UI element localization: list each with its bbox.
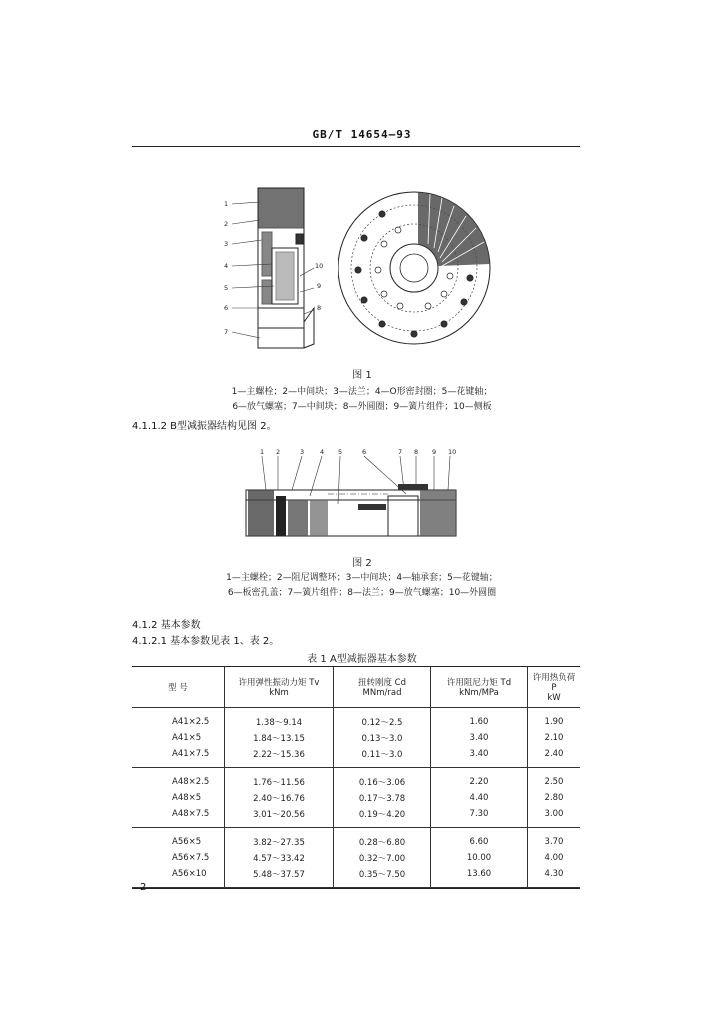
figure2-title: 图 2 <box>352 558 372 569</box>
figure1-front-view <box>338 178 502 356</box>
section-4-1-2: 4.1.2 基本参数 <box>132 620 201 631</box>
fig2-label-3: 3 <box>300 448 305 456</box>
table-cell-value: 3.01～20.56 <box>225 806 334 828</box>
table-row <box>132 850 580 866</box>
table-row <box>132 790 580 806</box>
fig1-label-7: 7 <box>224 328 229 336</box>
table-cell-value: 4.57～33.42 <box>225 850 334 866</box>
figure2-caption-line2: 6—板密孔盖；7—簧片组件；8—法兰；9—放气螺塞；10—外圆圈 <box>227 588 497 598</box>
fig1-label-6: 6 <box>224 304 229 312</box>
table-cell-value: 3.70 <box>528 828 581 851</box>
table1-title: 表 1 A型减振器基本参数 <box>307 654 417 665</box>
table-cell-value: 3.00 <box>528 806 581 828</box>
table-cell-model: A41×7.5 <box>132 746 225 768</box>
fig1-label-1: 1 <box>224 200 229 208</box>
table-row <box>132 708 580 731</box>
table1-header-damping <box>431 667 528 708</box>
figure1-title: 图 1 <box>352 370 372 381</box>
table-cell-value: 4.00 <box>528 850 581 866</box>
fig2-label-8: 8 <box>414 448 419 456</box>
section-4-1-1-2: 4.1.1.2 B型减振器结构见图 2。 <box>132 421 277 432</box>
header-line: 型 号 <box>168 683 188 693</box>
table-cell-value: 1.38～9.14 <box>225 708 334 731</box>
table-cell-value: 1.76～11.56 <box>225 768 334 791</box>
fig2-label-5: 5 <box>338 448 343 456</box>
header-unit: kNm <box>269 688 289 698</box>
table-cell-value: 2.10 <box>528 730 581 746</box>
table-cell-model: A48×2.5 <box>132 768 225 791</box>
table-cell-value: 4.30 <box>528 866 581 888</box>
figure2-section-view <box>238 444 464 556</box>
table-cell-model: A56×5 <box>132 828 225 851</box>
fig1-label-2: 2 <box>224 220 229 228</box>
fig1-label-8: 8 <box>317 304 322 312</box>
figure1-section-view <box>218 182 328 354</box>
table-row <box>132 746 580 768</box>
header-rule <box>132 146 580 147</box>
table-cell-model: A56×7.5 <box>132 850 225 866</box>
table-cell-model: A48×7.5 <box>132 806 225 828</box>
table-cell-value: 3.82～27.35 <box>225 828 334 851</box>
header-line: 许用弹性振动力矩 Tv <box>238 678 320 688</box>
table-cell-value: 3.40 <box>431 746 528 768</box>
table-cell-value: 6.60 <box>431 828 528 851</box>
table-cell-model: A56×10 <box>132 866 225 888</box>
page-number: 2 <box>140 882 147 893</box>
table-cell-value: 10.00 <box>431 850 528 866</box>
table-cell-value: 0.28～6.80 <box>334 828 431 851</box>
fig2-label-9: 9 <box>432 448 437 456</box>
fig1-label-10: 10 <box>315 262 324 270</box>
table-row <box>132 768 580 791</box>
fig2-label-6: 6 <box>362 448 367 456</box>
table-row <box>132 806 580 828</box>
table-cell-value: 1.90 <box>528 708 581 731</box>
fig2-label-10: 10 <box>448 448 457 456</box>
fig1-label-9: 9 <box>317 282 322 290</box>
table1-header-torque <box>225 667 334 708</box>
table-cell-value: 2.40 <box>528 746 581 768</box>
table-cell-value: 0.32～7.00 <box>334 850 431 866</box>
table1-header-stiffness <box>334 667 431 708</box>
figure1-caption-line1: 1—主螺栓；2—中间块；3—法兰；4—O形密封圈；5—花键轴； <box>231 387 493 397</box>
table-cell-value: 0.12～2.5 <box>334 708 431 731</box>
fig1-label-4: 4 <box>224 262 229 270</box>
fig1-label-3: 3 <box>224 240 229 248</box>
fig1-label-5: 5 <box>224 284 229 292</box>
header-line: 许用阻尼力矩 Td <box>446 678 512 688</box>
table-row <box>132 866 580 888</box>
fig2-label-7: 7 <box>398 448 403 456</box>
header-unit: kNm/MPa <box>459 688 499 698</box>
table-cell-value: 13.60 <box>431 866 528 888</box>
table-cell-value: 0.35～7.50 <box>334 866 431 888</box>
header-unit: MNm/rad <box>362 688 402 698</box>
table-cell-model: A41×5 <box>132 730 225 746</box>
table-cell-value: 4.40 <box>431 790 528 806</box>
table-row <box>132 730 580 746</box>
table1-body <box>132 708 580 888</box>
fig2-label-4: 4 <box>320 448 325 456</box>
table-cell-value: 0.16～3.06 <box>334 768 431 791</box>
table-cell-value: 2.80 <box>528 790 581 806</box>
table-cell-value: 2.20 <box>431 768 528 791</box>
header-line: 扭转刚度 Cd <box>357 678 407 688</box>
fig2-label-2: 2 <box>276 448 281 456</box>
table1 <box>132 666 580 889</box>
table-cell-model: A48×5 <box>132 790 225 806</box>
table-cell-value: 1.60 <box>431 708 528 731</box>
section-4-1-2-1: 4.1.2.1 基本参数见表 1、表 2。 <box>132 636 280 647</box>
table-cell-value: 2.40～16.76 <box>225 790 334 806</box>
header-unit: kW <box>547 693 561 703</box>
table-cell-value: 7.30 <box>431 806 528 828</box>
table1-header-heat <box>528 667 581 708</box>
fig2-label-1: 1 <box>260 448 265 456</box>
table-cell-value: 0.11～3.0 <box>334 746 431 768</box>
table1-header-model <box>132 667 225 708</box>
figure1-caption-line2: 6—放气螺塞；7—中间块；8—外圆圈；9—簧片组件；10—侧板 <box>232 402 492 412</box>
table-cell-value: 1.84～13.15 <box>225 730 334 746</box>
table-cell-value: 0.19～4.20 <box>334 806 431 828</box>
table-cell-value: 0.17～3.78 <box>334 790 431 806</box>
table-cell-value: 2.50 <box>528 768 581 791</box>
table-cell-value: 2.22～15.36 <box>225 746 334 768</box>
header-line: 许用热负荷 P <box>532 673 576 693</box>
table-row <box>132 828 580 851</box>
table-cell-value: 5.48～37.57 <box>225 866 334 888</box>
table-cell-value: 3.40 <box>431 730 528 746</box>
table-cell-model: A41×2.5 <box>132 708 225 731</box>
table-cell-value: 0.13～3.0 <box>334 730 431 746</box>
standard-number-header: GB/T 14654—93 <box>312 128 412 141</box>
figure2-caption-line1: 1—主螺栓；2—阻尼调整环；3—中间块；4—轴承套；5—花键轴； <box>226 573 498 583</box>
